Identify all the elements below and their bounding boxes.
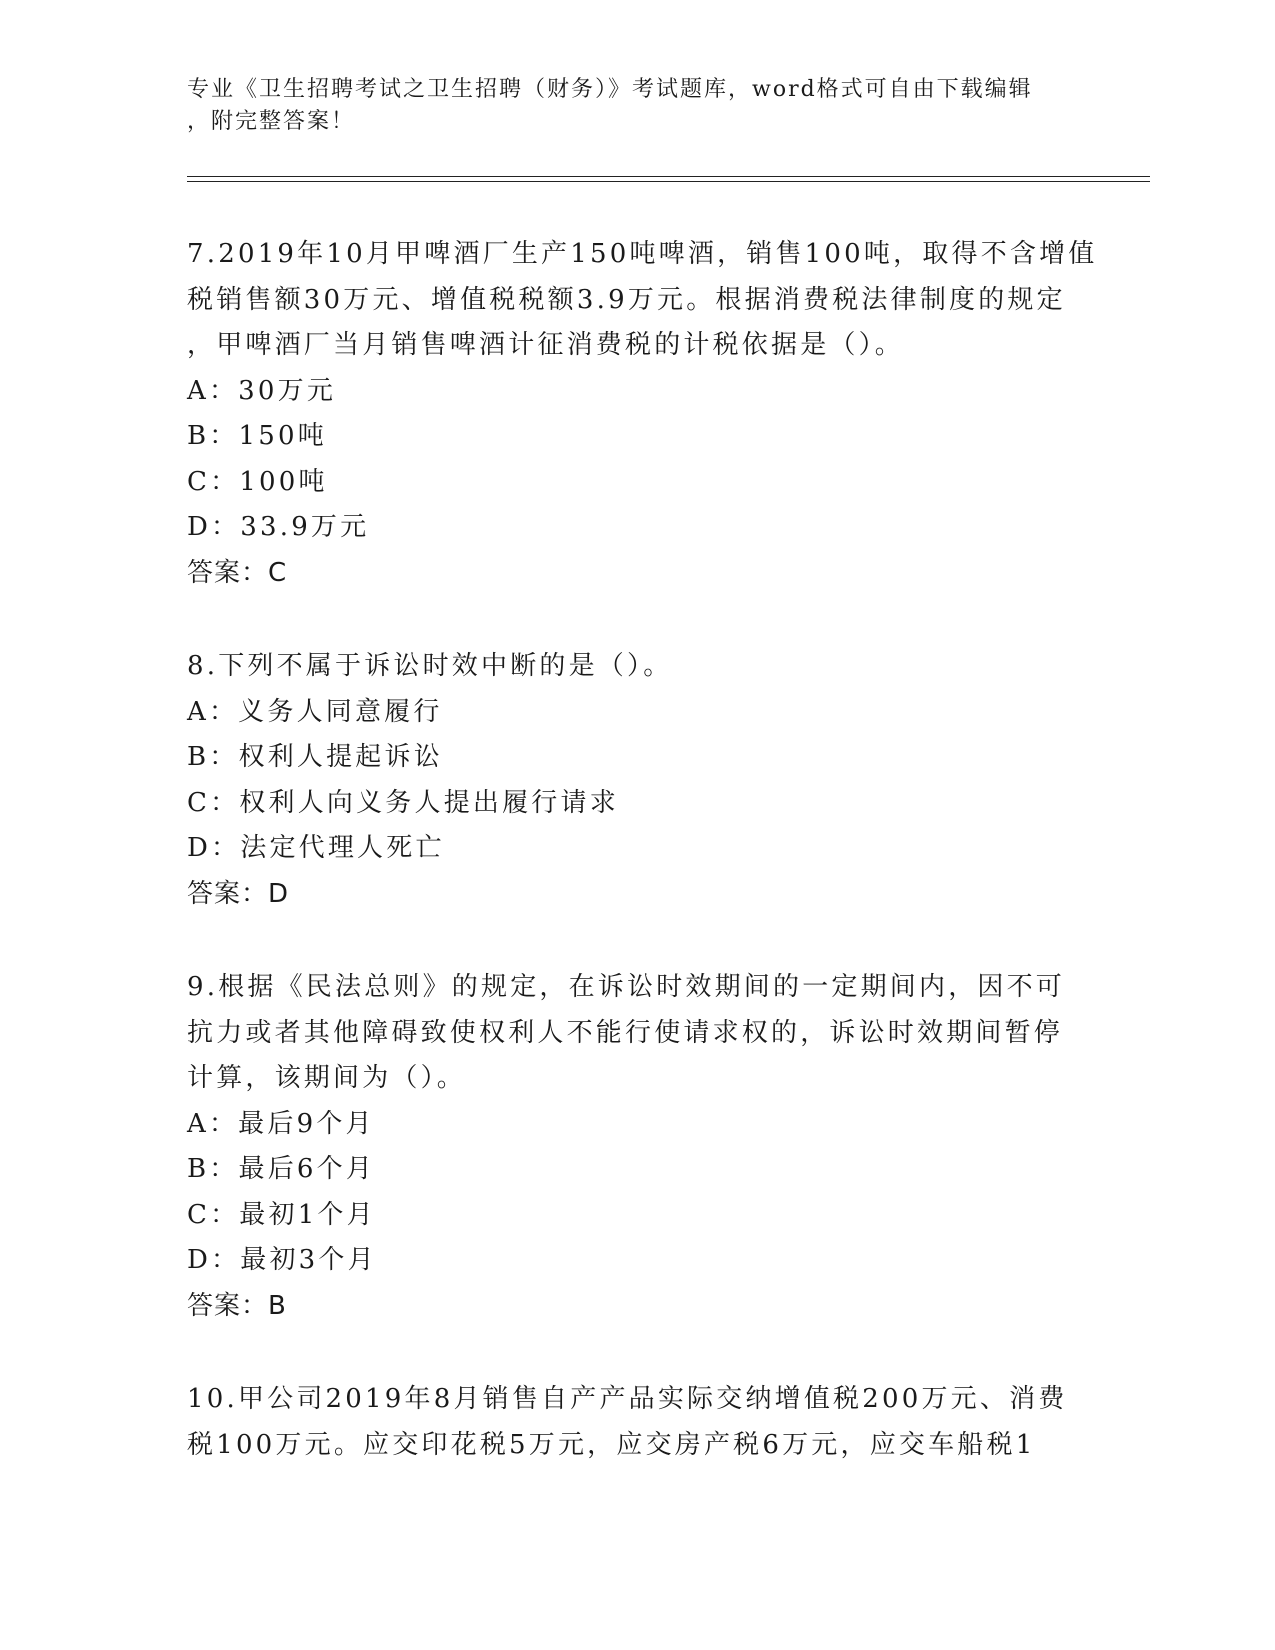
header-divider-top bbox=[187, 176, 1150, 177]
question-7 bbox=[187, 232, 1098, 596]
answer: 答案：C bbox=[187, 557, 288, 588]
question-text-line: 抗力或者其他障碍致使权利人不能行使请求权的，诉讼时效期间暂停 bbox=[187, 1017, 1064, 1048]
option-a: A：30万元 bbox=[187, 375, 337, 406]
question-list bbox=[187, 232, 1098, 1468]
option-c: C：100吨 bbox=[187, 466, 328, 497]
option-c: C：最初1个月 bbox=[187, 1199, 376, 1230]
option-b: B：权利人提起诉讼 bbox=[187, 742, 443, 772]
option-d: D：最初3个月 bbox=[187, 1245, 377, 1275]
question-text-line: 7.2019年10月甲啤酒厂生产150吨啤酒，销售100吨，取得不含增值 bbox=[187, 239, 1098, 269]
question-text-line: 8.下列不属于诉讼时效中断的是（）。 bbox=[187, 651, 673, 681]
question-8 bbox=[187, 644, 1087, 917]
question-text-line: 10.甲公司2019年8月销售自产产品实际交纳增值税200万元、消费 bbox=[187, 1384, 1068, 1414]
question-text-line: 税100万元。应交印花税5万元，应交房产税6万元，应交车船税1 bbox=[187, 1429, 1036, 1460]
option-b: B：150吨 bbox=[187, 421, 327, 451]
question-text-line: 税销售额30万元、增值税税额3.9万元。根据消费税法律制度的规定 bbox=[187, 284, 1066, 315]
option-c: C：权利人向义务人提出履行请求 bbox=[187, 787, 619, 818]
question-text-line: 计算，该期间为（）。 bbox=[187, 1063, 467, 1093]
option-a: A：最后9个月 bbox=[187, 1108, 375, 1139]
option-b: B：最后6个月 bbox=[187, 1154, 376, 1184]
question-9 bbox=[187, 965, 1087, 1329]
header-line-1: 专业《卫生招聘考试之卫生招聘（财务）》考试题库，word格式可自由下载编辑 bbox=[187, 77, 1033, 102]
document-header bbox=[187, 74, 1077, 138]
header-divider-bottom bbox=[187, 181, 1150, 182]
question-10 bbox=[187, 1377, 1087, 1468]
option-d: D：法定代理人死亡 bbox=[187, 833, 445, 863]
answer: 答案：D bbox=[187, 878, 290, 909]
answer: 答案：B bbox=[187, 1290, 287, 1321]
option-d: D：33.9万元 bbox=[187, 512, 370, 542]
option-a: A：义务人同意履行 bbox=[187, 696, 443, 727]
header-line-2: ，附完整答案！ bbox=[187, 109, 356, 134]
question-text-line: ，甲啤酒厂当月销售啤酒计征消费税的计税依据是（）。 bbox=[187, 330, 905, 360]
question-text-line: 9.根据《民法总则》的规定，在诉讼时效期间的一定期间内，因不可 bbox=[187, 972, 1066, 1002]
